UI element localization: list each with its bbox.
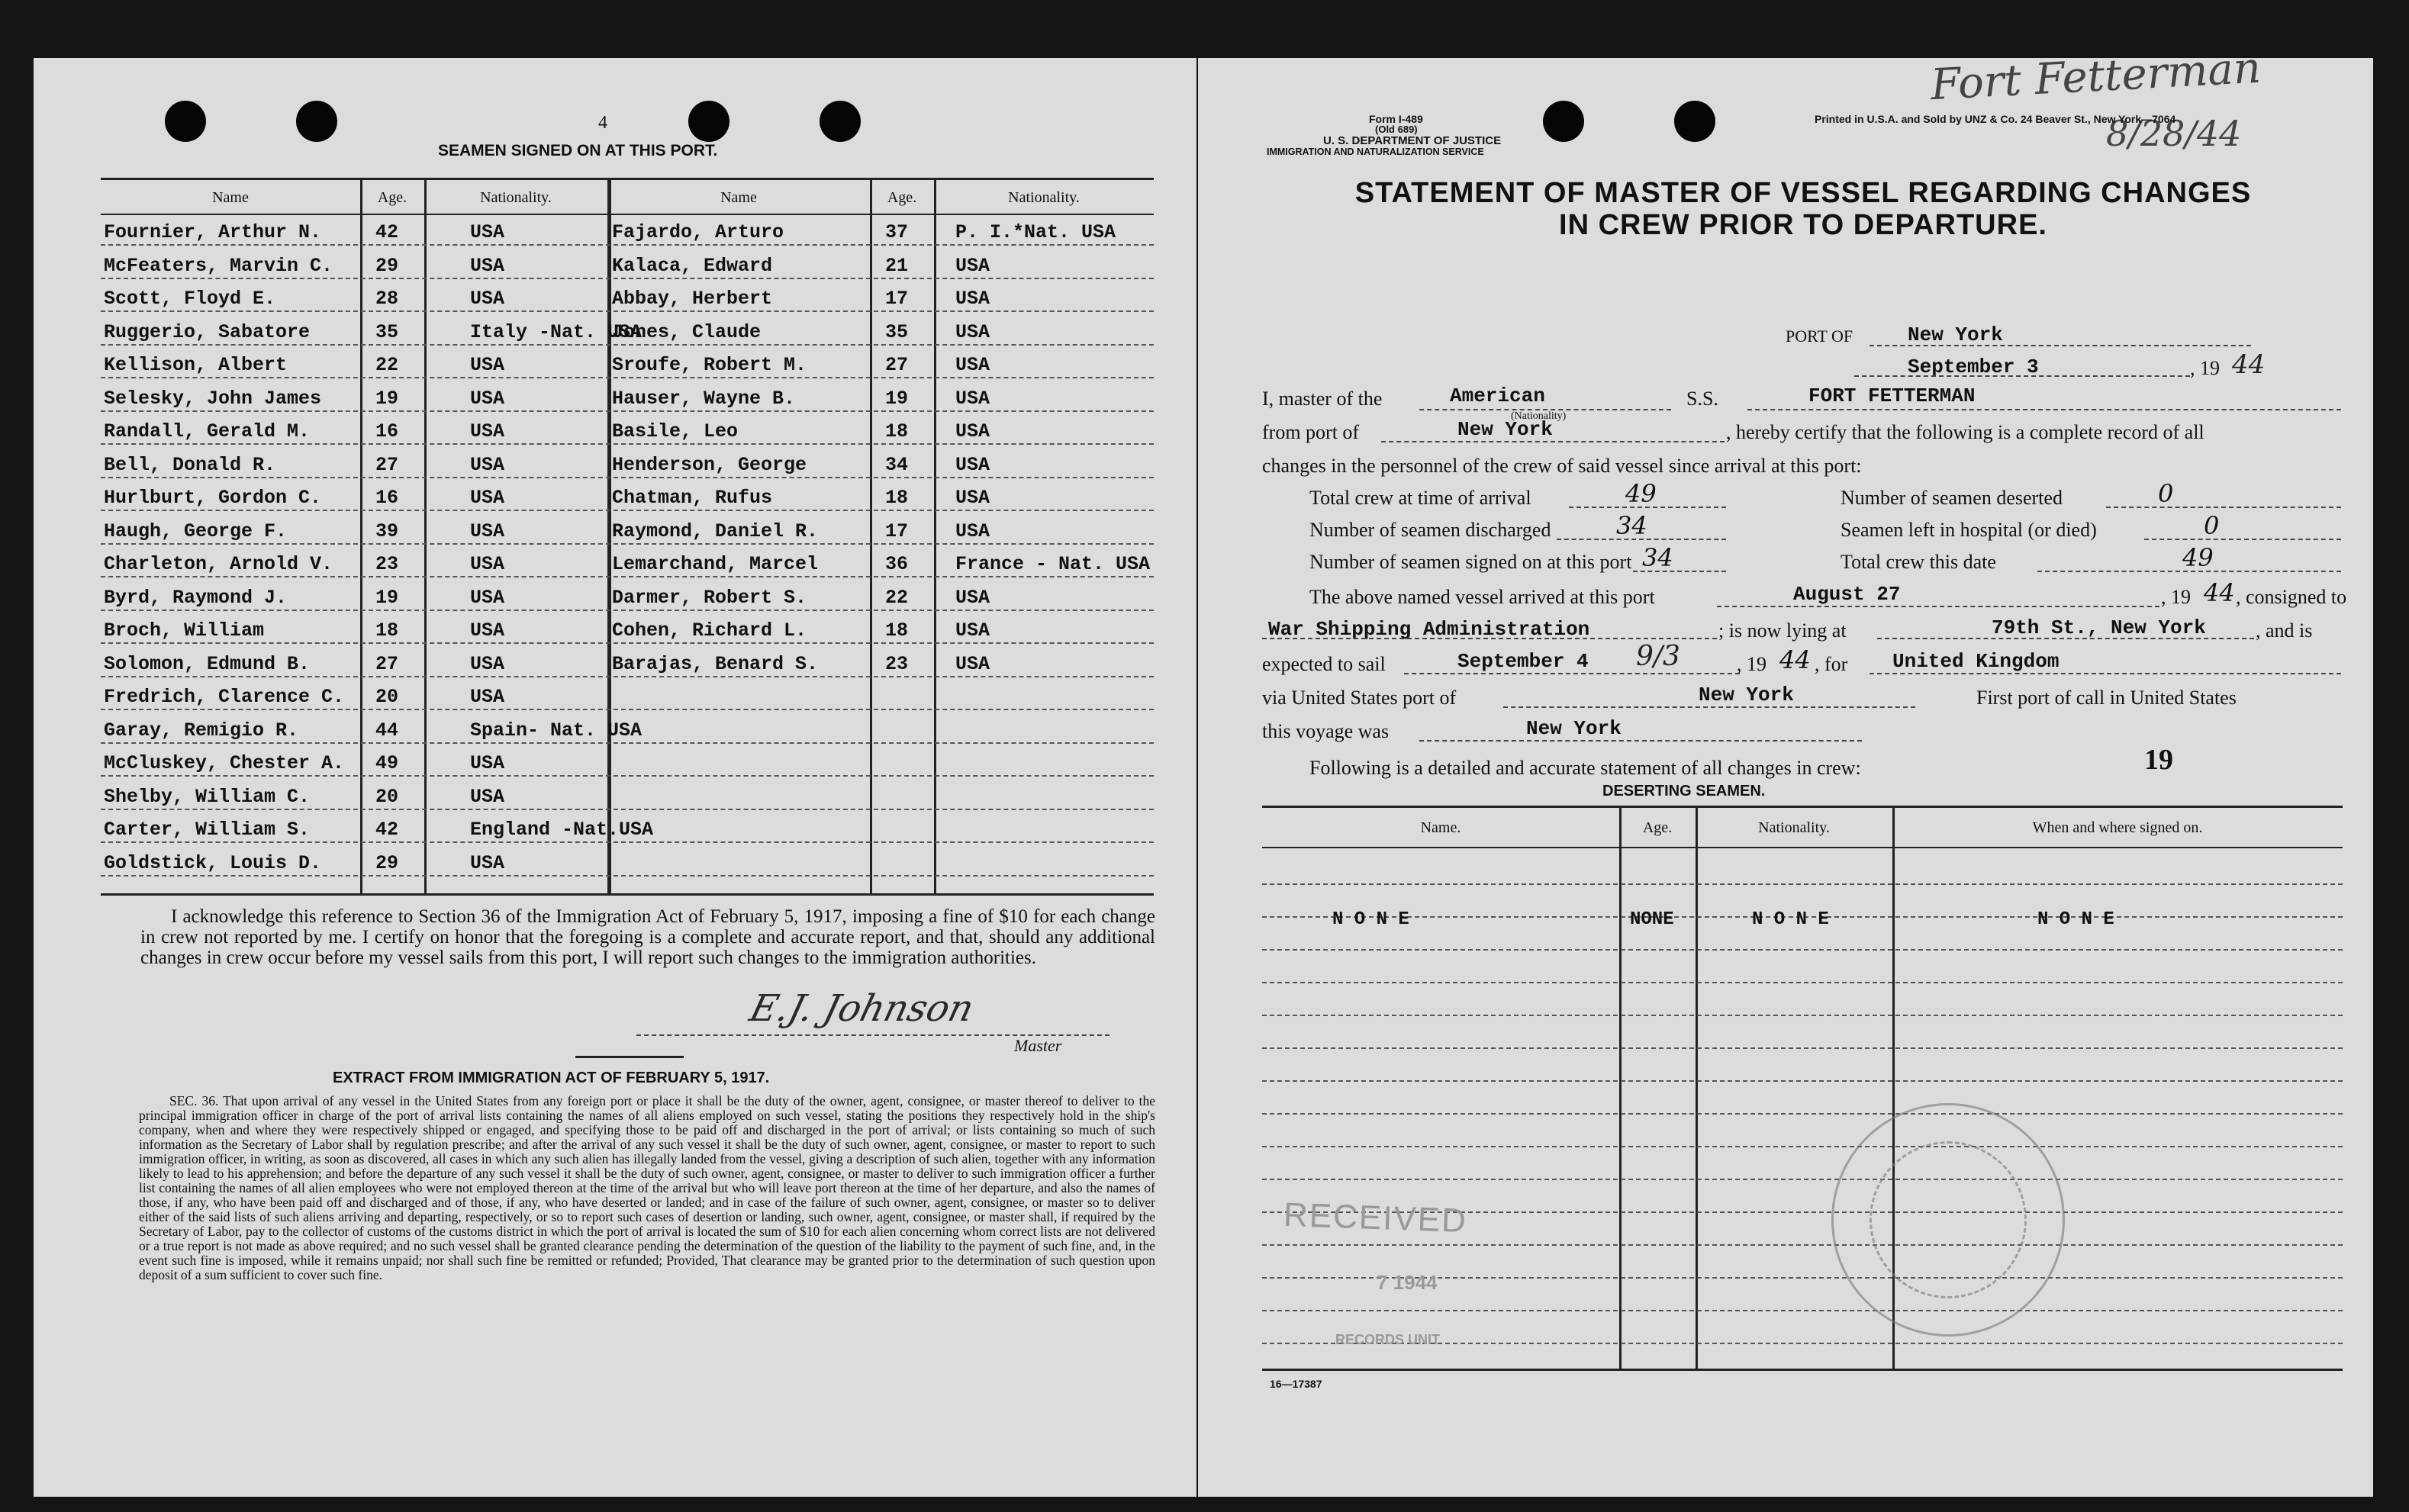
seaman-nationality: USA [470, 686, 505, 708]
seaman-name: Shelby, William C. [104, 785, 311, 808]
fill-line [2037, 571, 2341, 572]
year-prefix: , 19 [2190, 357, 2220, 379]
seaman-nationality: USA [955, 254, 990, 277]
seaman-age: 27 [375, 652, 399, 675]
table-row-rule [101, 610, 1154, 611]
fill-line [1503, 706, 1915, 708]
fill-line [1870, 345, 2251, 346]
seaman-nationality: USA [470, 288, 505, 310]
port-label: PORT OF [1786, 327, 1853, 346]
seaman-age: 27 [375, 453, 399, 476]
seaman-age: 29 [375, 851, 399, 874]
from-port-label: from port of [1262, 421, 1360, 443]
col-divider [934, 178, 936, 893]
seaman-name: McFeaters, Marvin C. [104, 254, 333, 277]
seaman-name: Fournier, Arthur N. [104, 221, 322, 243]
punch-hole [820, 101, 861, 142]
punch-hole [1674, 101, 1715, 142]
seaman-nationality: England -Nat.USA [470, 819, 654, 841]
right-page [1198, 43, 2373, 1497]
desert-row-rule [1262, 883, 2343, 885]
seaman-name: Charleton, Arnold V. [104, 553, 333, 575]
handwritten-date: 8/28/44 [2106, 113, 2242, 154]
seaman-age: 34 [885, 453, 909, 476]
col-divider [1696, 806, 1698, 1369]
seaman-age: 18 [885, 619, 909, 642]
seaman-nationality: USA [955, 619, 990, 642]
total-date-label: Total crew this date [1841, 551, 1996, 573]
col-divider [360, 178, 362, 893]
master-prefix: I, master of the [1262, 388, 1383, 410]
seaman-name: Scott, Floyd E. [104, 288, 276, 310]
seaman-age: 35 [885, 320, 909, 343]
desert-row-rule [1262, 949, 2343, 951]
seaman-age: 18 [885, 487, 909, 509]
fill-line [1717, 606, 2159, 607]
fill-line [1262, 638, 1717, 639]
seaman-name: Darmer, Robert S. [612, 586, 807, 609]
table-row-rule [101, 377, 1154, 378]
changes-text: changes in the personnel of the crew of said vessel since arrival at this port: [1262, 455, 1862, 477]
total-arrival-value: 49 [1625, 479, 1657, 508]
seaman-age: 23 [885, 652, 909, 675]
year-prefix: , 19 [1737, 653, 1766, 675]
seaman-name: Goldstick, Louis D. [104, 851, 322, 874]
seaman-name: Fajardo, Arturo [612, 221, 784, 243]
col-header-nationality: Nationality. [480, 189, 552, 206]
seaman-nationality: USA [470, 520, 505, 542]
seaman-age: 37 [885, 221, 909, 243]
following-text: Following is a detailed and accurate statement of all changes in crew: [1309, 757, 1861, 779]
desert-table-header-rule [1262, 847, 2343, 848]
seaman-name: Chatman, Rufus [612, 487, 773, 509]
seaman-name: Ruggerio, Sabatore [104, 320, 311, 343]
form-title-line2: IN CREW PRIOR TO DEPARTURE. [1559, 209, 2047, 241]
form-number: Form I-489 [1369, 113, 1423, 125]
seaman-nationality: USA [955, 354, 990, 376]
col-header-name: Name [720, 189, 757, 206]
desert-table-bottom [1262, 1369, 2343, 1371]
seaman-nationality: USA [470, 487, 505, 509]
col-divider [1619, 806, 1622, 1369]
seaman-age: 35 [375, 320, 399, 343]
seaman-name: Henderson, George [612, 453, 807, 476]
none-signed-on: N O N E [2037, 909, 2114, 930]
seaman-nationality: USA [470, 586, 505, 609]
desert-row-rule [1262, 1179, 2343, 1180]
total-date-value: 49 [2182, 543, 2214, 572]
table-row-rule [101, 841, 1154, 843]
seaman-age: 20 [375, 785, 399, 808]
received-stamp-unit: RECORDS UNIT [1335, 1332, 1441, 1347]
extract-text: SEC. 36. That upon arrival of any vessel in the United States from any foreign port or place it shall be the duty of the owner, agent, consignee, or master thereof to deliver to the principal immigration officer in charge of the port of arrival lists containing the names of all aliens employed on such vessel, stating the positions they respectively hold in the ship's company, when and where they were respectively shipped or engaged, and specifying those to be paid off and discharged in the port of arrival; or lists containing so much of such information as the Secretary of Labor shall by regulation prescribe; and after the arrival of any such vessel it shall be the duty of such owner, agent, consignee, or master to report to such immigration officer, in writing, as soon as discovered, all cases in which any such alien has illegally landed from the vessel, giving a description of such alien, together with any information likely to lead to his apprehension; and before the departure of any such vessel it shall be the duty of such owner, agent, consignee, or master to deliver to such immigration officer a further list containing the names of all alien employees who were not employed thereon at the time of the arrival but who will leave port thereon at the time of her departure, and also the names of those, if any, who have been paid off and discharged and of those, if any, who have deserted or landed; and in case of the failure of such owner, agent, consignee, or master so to deliver either of the said lists of such aliens arriving and departing, respectively, or so to report such cases of desertion or landing, such owner, agent, consignee, or master shall, if required by the Secretary of Labor, pay to the collector of customs of the customs district in which the port of arrival is located the sum of $10 for each alien concerning whom correct lists are not delivered or a true report is not made as above required; and no such vessel shall be granted clearance pending the determination of the question of the liability to the payment of such fine, and, in the event such fine is imposed, while it remains unpaid; nor shall such fine be remitted or refunded; Provided, That clearance may be granted prior to the determination of such question upon deposit of a sum sufficient to cover such fine. [139, 1093, 1155, 1282]
seaman-age: 44 [375, 719, 399, 742]
total-arrival-label: Total crew at time of arrival [1309, 487, 1531, 509]
fill-line [1381, 441, 1725, 442]
expected-label: expected to sail [1262, 653, 1386, 675]
seaman-name: Barajas, Benard S. [612, 652, 819, 675]
seaman-nationality: USA [470, 752, 505, 774]
nationality-value: American [1450, 384, 1545, 407]
acknowledgement-text: I acknowledge this reference to Section 36 of the Immigration Act of February 5, 1917, imposing a fine of $10 for each change in crew not reported by me. I certify on honor that the foregoing is a complete and accurate report, and that, should any additional changes in crew occur before my vessel sails from this port, I will report such changes to the immigration authorities. [140, 906, 1155, 968]
table-top-rule [101, 178, 1154, 180]
seaman-nationality: France - Nat. USA [955, 553, 1151, 575]
seaman-nationality: USA [955, 420, 990, 442]
seaman-age: 22 [885, 586, 909, 609]
for-label: , for [1815, 653, 1848, 675]
desert-row-rule [1262, 1047, 2343, 1049]
seaman-nationality: USA [470, 851, 505, 874]
voyage-value: New York [1526, 717, 1622, 740]
punch-hole [1543, 101, 1584, 142]
fill-line [1569, 507, 1726, 508]
seaman-age: 17 [885, 288, 909, 310]
table-row-rule [101, 410, 1154, 412]
table-row-rule [101, 443, 1154, 445]
seamen-signed-heading: SEAMEN SIGNED ON AT THIS PORT. [438, 142, 718, 159]
circular-postmark-inner [1870, 1141, 2027, 1298]
discharged-label: Number of seamen discharged [1309, 519, 1551, 541]
seaman-nationality: USA [470, 619, 505, 642]
year-prefix: , 19 [2161, 586, 2191, 608]
lying-label: ; is now lying at [1718, 619, 1847, 642]
from-port-value: New York [1457, 418, 1553, 441]
sail-correction: 9/3 [1636, 641, 1680, 672]
seaman-name: Broch, William [104, 619, 265, 642]
seaman-name: Raymond, Daniel R. [612, 520, 819, 542]
table-row-rule [101, 709, 1154, 710]
service-name: IMMIGRATION AND NATURALIZATION SERVICE [1267, 146, 1484, 157]
seaman-name: Solomon, Edmund B. [104, 652, 311, 675]
vessel-name: FORT FETTERMAN [1808, 384, 1976, 407]
master-caption: Master [1014, 1036, 1062, 1055]
none-age: NONE [1630, 909, 1674, 930]
department-name: U. S. DEPARTMENT OF JUSTICE [1323, 134, 1502, 147]
seaman-age: 36 [885, 553, 909, 575]
punch-hole [296, 101, 337, 142]
via-value: New York [1699, 684, 1794, 706]
desert-row-rule [1262, 982, 2343, 983]
left-page [34, 58, 1196, 1497]
consigned-label: , consigned to [2236, 586, 2347, 608]
desert-col-signed-on: When and where signed on. [2032, 819, 2203, 836]
seaman-nationality: USA [470, 553, 505, 575]
signed-on-value: 34 [1642, 543, 1673, 572]
seaman-name: Cohen, Richard L. [612, 619, 807, 642]
sail-value: September 4 [1457, 650, 1589, 673]
seaman-nationality: USA [470, 652, 505, 675]
fill-line [1633, 571, 1726, 572]
desert-row-rule [1262, 1113, 2343, 1115]
first-port-label: First port of call in United States [1976, 687, 2237, 709]
seaman-name: Haugh, George F. [104, 520, 288, 542]
punch-hole [165, 101, 206, 142]
table-row-rule [101, 543, 1154, 545]
seaman-age: 18 [885, 420, 909, 442]
seaman-name: Garay, Remigio R. [104, 719, 299, 742]
deserted-label: Number of seamen deserted [1841, 487, 2063, 509]
seaman-name: Sroufe, Robert M. [612, 354, 807, 376]
seaman-name: Hauser, Wayne B. [612, 387, 796, 410]
seaman-nationality: Spain- Nat. USA [470, 719, 643, 742]
seaman-age: 39 [375, 520, 399, 542]
table-row-rule [101, 344, 1154, 346]
form-title-line1: STATEMENT OF MASTER OF VESSEL REGARDING CHANGES [1354, 177, 2252, 209]
seaman-nationality: USA [955, 520, 990, 542]
seaman-age: 49 [375, 752, 399, 774]
lying-value: 79th St., New York [1992, 616, 2206, 639]
master-signature: E.J. Johnson [746, 987, 978, 1030]
deserting-heading: DESERTING SEAMEN. [1602, 783, 1766, 799]
desert-row-rule [1262, 1244, 2343, 1246]
desert-row-rule [1262, 1015, 2343, 1016]
table-row-rule [101, 742, 1154, 744]
col-divider [424, 178, 427, 893]
seaman-name: Hurlburt, Gordon C. [104, 487, 322, 509]
handwritten-vessel-note: Fort Fetterman [1929, 43, 2262, 111]
seaman-age: 42 [375, 221, 399, 243]
fill-line [1870, 673, 2341, 674]
table-row-rule [101, 875, 1154, 877]
seaman-nationality: P. I.*Nat. USA [955, 221, 1116, 243]
seaman-name: Basile, Leo [612, 420, 739, 442]
table-row-rule [101, 576, 1154, 577]
seaman-age: 27 [885, 354, 909, 376]
seaman-age: 20 [375, 686, 399, 708]
col-divider [607, 178, 611, 893]
seaman-name: Abbay, Herbert [612, 288, 773, 310]
fill-line [1557, 539, 1726, 540]
desert-row-rule [1262, 1080, 2343, 1082]
seaman-nationality: USA [955, 288, 990, 310]
fill-line [1419, 740, 1862, 742]
seaman-age: 19 [375, 586, 399, 609]
seaman-nationality: USA [955, 320, 990, 343]
seaman-age: 16 [375, 487, 399, 509]
seaman-nationality: Italy -Nat. USA [470, 320, 643, 343]
seaman-nationality: USA [470, 254, 505, 277]
seaman-nationality: USA [955, 453, 990, 476]
received-stamp-date: 7 1944 [1377, 1271, 1438, 1294]
col-header-age: Age. [887, 189, 917, 206]
table-row-rule [101, 278, 1154, 279]
ss-label: S.S. [1686, 388, 1718, 410]
seaman-name: Lemarchand, Marcel [612, 553, 819, 575]
seaman-name: Kalaca, Edward [612, 254, 773, 277]
seaman-nationality: USA [470, 420, 505, 442]
arrived-year: 44 [2204, 578, 2235, 607]
fill-line [1877, 638, 2254, 639]
seaman-name: Randall, Gerald M. [104, 420, 311, 442]
desert-col-name: Name. [1420, 819, 1461, 836]
seaman-age: 23 [375, 553, 399, 575]
table-row-rule [101, 510, 1154, 511]
seaman-nationality: USA [955, 387, 990, 410]
fill-line [1854, 375, 2190, 377]
col-header-nationality: Nationality. [1008, 189, 1080, 206]
seaman-name: McCluskey, Chester A. [104, 752, 345, 774]
seaman-nationality: USA [470, 785, 505, 808]
seaman-name: Carter, William S. [104, 819, 311, 841]
footer-code: 16—17387 [1270, 1378, 1322, 1390]
sequence-number: 19 [2144, 744, 2173, 776]
seaman-nationality: USA [470, 453, 505, 476]
col-header-name: Name [212, 189, 249, 206]
fill-line [2144, 539, 2341, 540]
seaman-age: 42 [375, 819, 399, 841]
table-row-rule [101, 676, 1154, 677]
received-stamp: RECEIVED [1283, 1195, 1468, 1240]
seaman-age: 19 [375, 387, 399, 410]
desert-row-rule [1262, 1310, 2343, 1311]
seaman-age: 28 [375, 288, 399, 310]
consignee-value: War Shipping Administration [1268, 618, 1590, 641]
seaman-age: 29 [375, 254, 399, 277]
desert-table-top [1262, 806, 2343, 808]
via-label: via United States port of [1262, 687, 1457, 709]
nationality-caption: (Nationality) [1511, 410, 1567, 422]
table-row-rule [101, 244, 1154, 246]
fill-line [2106, 507, 2341, 508]
hospital-value: 0 [2204, 511, 2220, 540]
certify-text: , hereby certify that the following is a complete record of all [1726, 421, 2204, 443]
date-value: September 3 [1908, 355, 2039, 378]
signed-on-label: Number of seamen signed on at this port [1309, 551, 1632, 573]
none-nationality: N O N E [1752, 909, 1829, 930]
sail-year: 44 [1779, 645, 1811, 674]
fill-line [1404, 673, 1740, 674]
seaman-nationality: USA [470, 354, 505, 376]
seaman-age: 19 [885, 387, 909, 410]
old-form-number: (Old 689) [1375, 124, 1418, 135]
seaman-nationality: USA [470, 221, 505, 243]
desert-col-nationality: Nationality. [1758, 819, 1830, 836]
seaman-nationality: USA [955, 652, 990, 675]
seaman-nationality: USA [955, 586, 990, 609]
deserted-value: 0 [2158, 479, 2174, 508]
seaman-age: 16 [375, 420, 399, 442]
discharged-value: 34 [1616, 511, 1647, 540]
seaman-age: 21 [885, 254, 909, 277]
table-row-rule [101, 809, 1154, 810]
seaman-age: 18 [375, 619, 399, 642]
fill-line [1747, 409, 2341, 410]
arrived-value: August 27 [1793, 583, 1901, 606]
table-row-rule [101, 642, 1154, 644]
port-value: New York [1908, 323, 2003, 346]
table-row-rule [101, 310, 1154, 312]
seaman-name: Kellison, Albert [104, 354, 288, 376]
desert-col-age: Age. [1642, 819, 1673, 836]
seaman-nationality: USA [470, 387, 505, 410]
year-value: 44 [2232, 349, 2266, 380]
none-name: N O N E [1332, 909, 1409, 930]
desert-row-rule [1262, 1146, 2343, 1147]
extract-rule [575, 1056, 684, 1058]
hospital-label: Seamen left in hospital (or died) [1841, 519, 2097, 541]
punch-hole [688, 101, 729, 142]
page-number: 4 [598, 113, 607, 133]
table-bottom-rule [101, 893, 1154, 896]
arrived-label: The above named vessel arrived at this port [1309, 586, 1655, 608]
table-header-rule [101, 214, 1154, 215]
seaman-name: Bell, Donald R. [104, 453, 276, 476]
seaman-name: Selesky, John James [104, 387, 322, 410]
col-divider [870, 178, 872, 893]
seaman-name: Byrd, Raymond J. [104, 586, 288, 609]
table-row-rule [101, 775, 1154, 777]
destination-value: United Kingdom [1892, 650, 2060, 673]
seaman-age: 17 [885, 520, 909, 542]
seaman-nationality: USA [955, 487, 990, 509]
seaman-age: 22 [375, 354, 399, 376]
table-row-rule [101, 477, 1154, 478]
voyage-label: this voyage was [1262, 720, 1390, 742]
seaman-name: Fredrich, Clarence C. [104, 686, 345, 708]
seaman-name: Jones, Claude [612, 320, 762, 343]
extract-title: EXTRACT FROM IMMIGRATION ACT OF FEBRUARY 5, 1917. [333, 1070, 770, 1086]
printer-credit: Printed in U.S.A. and Sold by UNZ & Co. 24 Beaver St., New York—7064 [1815, 113, 2176, 125]
and-is-label: , and is [2256, 619, 2313, 642]
col-header-age: Age. [377, 189, 407, 206]
